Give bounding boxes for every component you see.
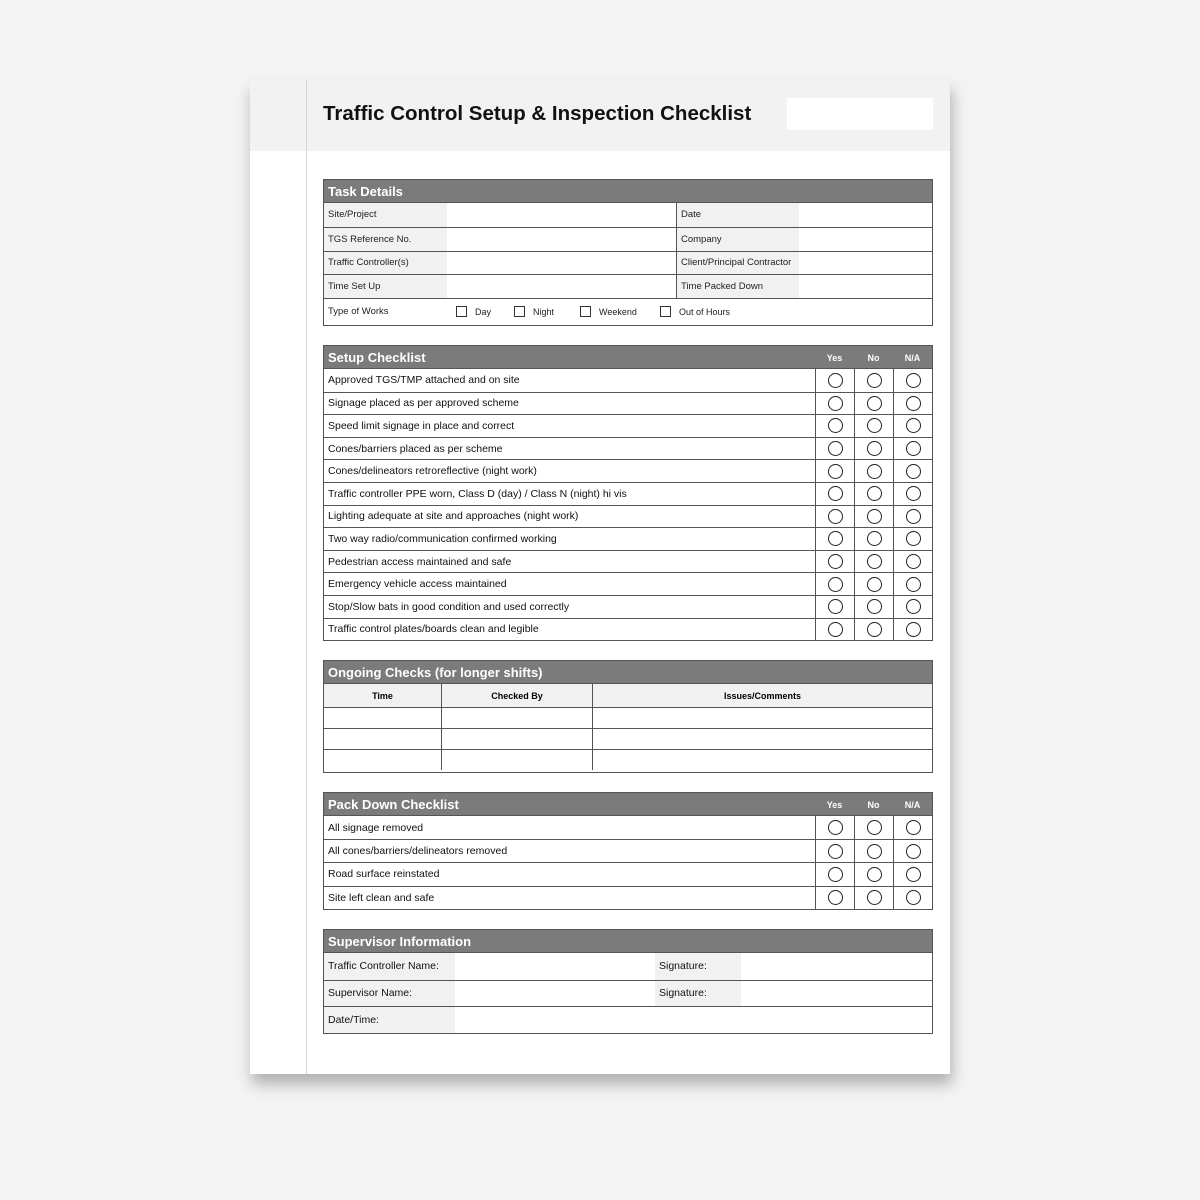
setup-na-cell [893,619,932,641]
works-option-label: Weekend [599,306,637,317]
pack-col-no: No [867,799,880,810]
task-label-left: TGS Reference No. [324,228,447,251]
setup-no-cell [854,596,893,618]
setup-no-cell [854,393,893,415]
setup-item-row [324,459,932,482]
radio-circle-icon[interactable] [828,867,843,882]
ongoing-header-row [324,684,932,707]
setup-yes-cell [815,393,854,415]
sup-name-field[interactable] [455,981,655,1007]
radio-circle-icon[interactable] [906,820,921,835]
radio-circle-icon[interactable] [867,890,882,905]
radio-circle-icon[interactable] [906,373,921,388]
setup-yes-cell [815,619,854,641]
ongoing-entry-row [324,749,932,770]
pack-down-section [323,792,933,910]
setup-na-cell [893,415,932,437]
radio-circle-icon[interactable] [867,554,882,569]
setup-item-row [324,369,932,392]
setup-no-cell [854,551,893,573]
task-field-right[interactable] [799,228,932,251]
ongoing-checks-section [323,660,933,773]
packdown-no-cell [854,816,893,839]
setup-no-cell [854,460,893,482]
radio-circle-icon[interactable] [867,464,882,479]
setup-yes-cell [815,483,854,505]
ongoing-checked-by-cell[interactable] [441,708,592,728]
works-option-label: Day [475,306,492,317]
radio-circle-icon[interactable] [828,622,843,637]
setup-yes-cell [815,506,854,528]
setup-item-label: Pedestrian access maintained and safe [328,555,512,568]
ongoing-comments-cell[interactable] [592,708,932,728]
radio-circle-icon[interactable] [867,599,882,614]
works-option[interactable] [514,299,554,324]
task-label-left: Site/Project [324,203,447,227]
setup-item-row [324,392,932,415]
task-field-left[interactable] [447,203,677,227]
task-label-right: Time Packed Down [677,275,799,298]
packdown-yes-cell [815,887,854,909]
tc-name-label: Traffic Controller Name: [324,953,455,980]
setup-na-cell [893,506,932,528]
setup-yes-cell [815,460,854,482]
radio-circle-icon[interactable] [828,441,843,456]
setup-item-label: Two way radio/communication confirmed working [328,532,557,545]
packdown-na-cell [893,887,932,909]
radio-circle-icon[interactable] [828,844,843,859]
radio-circle-icon[interactable] [906,396,921,411]
setup-item-label: Traffic control plates/boards clean and legible [328,623,539,636]
task-label-left: Traffic Controller(s) [324,252,447,275]
setup-item-label: Signage placed as per approved scheme [328,397,519,410]
radio-circle-icon[interactable] [867,418,882,433]
packdown-na-cell [893,863,932,885]
task-detail-row [324,274,932,298]
setup-item-row [324,572,932,595]
radio-circle-icon[interactable] [867,509,882,524]
setup-item-label: Cones/delineators retroreflective (night work) [328,465,537,478]
radio-circle-icon[interactable] [828,464,843,479]
datetime-label: Date/Time: [324,1007,455,1033]
task-field-right[interactable] [799,203,932,227]
setup-no-cell [854,483,893,505]
packdown-yes-cell [815,840,854,862]
task-label-right: Company [677,228,799,251]
radio-circle-icon[interactable] [828,577,843,592]
setup-yes-cell [815,551,854,573]
tc-name-field[interactable] [455,953,655,980]
task-label-right: Date [677,203,799,227]
task-detail-row [324,251,932,275]
packdown-na-cell [893,816,932,839]
setup-no-cell [854,619,893,641]
setup-item-row [324,527,932,550]
radio-circle-icon[interactable] [906,554,921,569]
radio-circle-icon[interactable] [828,373,843,388]
setup-item-label: Emergency vehicle access maintained [328,578,507,591]
setup-no-cell [854,369,893,392]
radio-circle-icon[interactable] [828,599,843,614]
pack-col-yes: Yes [826,799,843,810]
setup-checklist-heading [324,346,932,369]
radio-circle-icon[interactable] [867,373,882,388]
setup-na-cell [893,393,932,415]
setup-item-label: Traffic controller PPE worn, Class D (day) / Class N (night) hi vis [328,487,627,500]
setup-na-cell [893,573,932,595]
packdown-yes-cell [815,863,854,885]
margin-line [306,80,307,1074]
ongoing-checks-heading: Ongoing Checks (for longer shifts) [324,661,932,684]
ongoing-time-cell[interactable] [324,708,441,728]
ongoing-time-cell[interactable] [324,729,441,749]
radio-circle-icon[interactable] [906,622,921,637]
ongoing-entry-row [324,707,932,728]
ongoing-checked-by-cell[interactable] [441,729,592,749]
setup-checklist-title: Setup Checklist [328,349,426,365]
setup-item-row [324,595,932,618]
supervisor-heading: Supervisor Information [324,930,932,953]
task-label-left: Time Set Up [324,275,447,298]
pack-down-title: Pack Down Checklist [328,796,459,812]
packdown-yes-cell [815,816,854,839]
ongoing-checked-by-cell[interactable] [441,750,592,770]
pack-down-heading [324,793,932,816]
setup-item-row [324,550,932,573]
radio-circle-icon[interactable] [828,418,843,433]
supervisor-row-date [324,1006,932,1033]
page-title: Traffic Control Setup & Inspection Checklist [323,102,752,125]
setup-item-label: Cones/barriers placed as per scheme [328,442,503,455]
radio-circle-icon[interactable] [906,867,921,882]
checkbox-icon[interactable] [514,306,525,317]
setup-item-row [324,618,932,641]
packdown-item-row [324,862,932,885]
radio-circle-icon[interactable] [867,820,882,835]
ongoing-time-cell[interactable] [324,750,441,770]
checkbox-icon[interactable] [580,306,591,317]
setup-item-label: Speed limit signage in place and correct [328,419,515,432]
task-field-left[interactable] [447,252,677,275]
task-field-left[interactable] [447,275,677,298]
setup-no-cell [854,506,893,528]
type-of-works-row [324,298,932,324]
tc-signature-field[interactable] [741,953,932,980]
radio-circle-icon[interactable] [906,844,921,859]
ongoing-col-checked-by: Checked By [441,684,592,707]
supervisor-row-sup [324,980,932,1007]
radio-circle-icon[interactable] [906,577,921,592]
task-field-right[interactable] [799,252,932,275]
col-no: No [867,352,880,363]
setup-na-cell [893,483,932,505]
setup-no-cell [854,415,893,437]
setup-item-label: Lighting adequate at site and approaches (night work) [328,510,579,523]
packdown-item-row [324,816,932,839]
setup-na-cell [893,460,932,482]
radio-circle-icon[interactable] [906,486,921,501]
supervisor-section [323,929,933,1034]
ongoing-comments-cell[interactable] [592,729,932,749]
setup-checklist-section [323,345,933,641]
setup-no-cell [854,573,893,595]
packdown-item-label: All cones/barriers/delineators removed [328,845,508,858]
col-yes: Yes [826,352,843,363]
task-field-right[interactable] [799,275,932,298]
task-label-right: Client/Principal Contractor [677,252,799,275]
setup-item-label: Approved TGS/TMP attached and on site [328,374,520,387]
checkbox-icon[interactable] [660,306,671,317]
radio-circle-icon[interactable] [906,441,921,456]
setup-na-cell [893,596,932,618]
ongoing-entry-row [324,728,932,749]
setup-yes-cell [815,573,854,595]
type-of-works-label: Type of Works [324,299,447,324]
packdown-item-label: Site left clean and safe [328,891,435,904]
radio-circle-icon[interactable] [828,890,843,905]
setup-na-cell [893,369,932,392]
works-option-label: Out of Hours [679,306,731,317]
supervisor-row-tc [324,953,932,980]
packdown-item-row [324,839,932,862]
works-option[interactable] [580,299,637,324]
setup-item-label: Stop/Slow bats in good condition and used correctly [328,600,570,613]
setup-item-row [324,482,932,505]
sup-signature-field[interactable] [741,981,932,1007]
packdown-na-cell [893,840,932,862]
works-option-label: Night [533,306,555,317]
radio-circle-icon[interactable] [867,486,882,501]
radio-circle-icon[interactable] [906,509,921,524]
checkbox-icon[interactable] [456,306,467,317]
packdown-no-cell [854,840,893,862]
radio-circle-icon[interactable] [906,464,921,479]
setup-na-cell [893,438,932,460]
radio-circle-icon[interactable] [828,486,843,501]
radio-circle-icon[interactable] [906,890,921,905]
setup-item-row [324,437,932,460]
datetime-field[interactable] [455,1007,932,1033]
packdown-no-cell [854,863,893,885]
task-details-heading: Task Details [324,180,932,203]
radio-circle-icon[interactable] [828,509,843,524]
radio-circle-icon[interactable] [906,599,921,614]
setup-yes-cell [815,596,854,618]
task-detail-row [324,203,932,227]
radio-circle-icon[interactable] [867,867,882,882]
setup-no-cell [854,528,893,550]
tc-signature-label: Signature: [655,953,741,980]
setup-item-row [324,414,932,437]
works-option[interactable] [660,299,730,324]
packdown-no-cell [854,887,893,909]
ongoing-comments-cell[interactable] [592,750,932,770]
setup-na-cell [893,528,932,550]
setup-item-row [324,505,932,528]
ongoing-col-comments: Issues/Comments [592,684,932,707]
radio-circle-icon[interactable] [906,531,921,546]
radio-circle-icon[interactable] [867,622,882,637]
pack-col-na: N/A [904,799,921,810]
sup-name-label: Supervisor Name: [324,981,455,1007]
radio-circle-icon[interactable] [828,820,843,835]
radio-circle-icon[interactable] [867,844,882,859]
radio-circle-icon[interactable] [867,396,882,411]
setup-yes-cell [815,415,854,437]
title-blank-box[interactable] [787,98,933,130]
setup-no-cell [854,438,893,460]
setup-na-cell [893,551,932,573]
setup-yes-cell [815,438,854,460]
ongoing-col-time: Time [324,684,441,707]
works-option[interactable] [456,299,491,324]
setup-yes-cell [815,369,854,392]
radio-circle-icon[interactable] [828,554,843,569]
checklist-page [250,80,950,1074]
task-detail-row [324,227,932,251]
radio-circle-icon[interactable] [867,577,882,592]
sup-signature-label: Signature: [655,981,741,1007]
radio-circle-icon[interactable] [828,531,843,546]
packdown-item-label: All signage removed [328,821,424,834]
packdown-item-label: Road surface reinstated [328,868,440,881]
radio-circle-icon[interactable] [828,396,843,411]
radio-circle-icon[interactable] [867,441,882,456]
task-field-left[interactable] [447,228,677,251]
packdown-item-row [324,886,932,909]
setup-yes-cell [815,528,854,550]
col-na: N/A [904,352,921,363]
radio-circle-icon[interactable] [867,531,882,546]
radio-circle-icon[interactable] [906,418,921,433]
task-details-section [323,179,933,326]
